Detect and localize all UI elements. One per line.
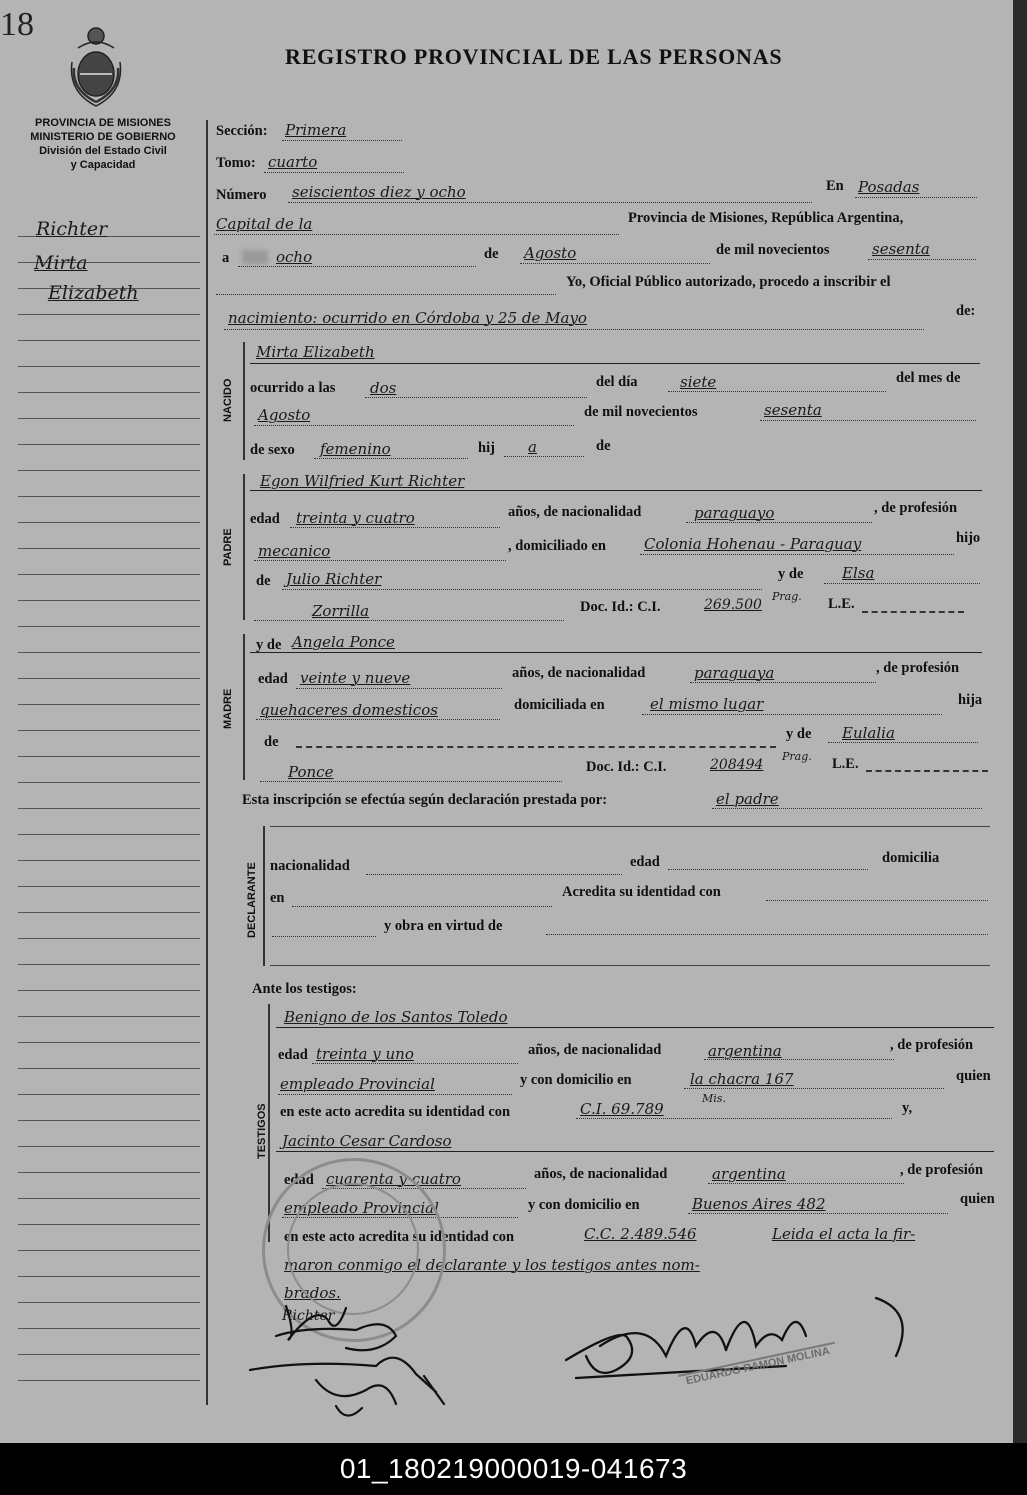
label-esta-inscripcion: Esta inscripción se efectúa según declaración prestada por: bbox=[242, 792, 608, 808]
label-ocurrido: ocurrido a las bbox=[250, 380, 336, 396]
label-a: a bbox=[222, 250, 230, 266]
label-madre-doc: Doc. Id.: C.I. bbox=[586, 759, 667, 775]
value-dia-inscripcion: ocho bbox=[276, 248, 313, 266]
label-madre-y-de: y de bbox=[256, 637, 282, 653]
value-madre-domicilio: el mismo lugar bbox=[650, 695, 764, 713]
label-testigo1-anos-nac: años, de nacionalidad bbox=[528, 1042, 662, 1058]
margin-ruled-line bbox=[18, 1250, 200, 1251]
value-testigo2-ci: C.C. 2.489.546 bbox=[584, 1225, 697, 1243]
margin-ruled-line bbox=[18, 1328, 200, 1329]
value-abuela-paterna-apellido: Zorrilla bbox=[312, 602, 370, 620]
label-tomo: Tomo: bbox=[216, 155, 256, 171]
margin-ruled-line bbox=[18, 860, 200, 861]
nacido-bracket bbox=[243, 342, 245, 460]
label-de-mes: de bbox=[484, 246, 499, 262]
margin-ruled-line bbox=[18, 756, 200, 757]
margin-ruled-line bbox=[18, 1276, 200, 1277]
margin-ruled-line bbox=[18, 730, 200, 731]
margin-ruled-line bbox=[18, 496, 200, 497]
label-testigo1-edad: edad bbox=[278, 1047, 308, 1063]
label-de-padres: de bbox=[596, 438, 611, 454]
label-numero: Número bbox=[216, 187, 267, 203]
margin-ruled-line bbox=[18, 652, 200, 653]
value-padre-domicilio: Colonia Hohenau - Paraguay bbox=[644, 535, 862, 553]
margin-ruled-line bbox=[18, 1068, 200, 1069]
margin-name-second: Elizabeth bbox=[48, 282, 139, 304]
margin-ruled-line bbox=[18, 574, 200, 575]
value-testigo2-nombre: Jacinto Cesar Cardoso bbox=[282, 1132, 452, 1150]
label-en: En bbox=[826, 178, 844, 194]
margin-ruled-line bbox=[18, 1146, 200, 1147]
margin-ruled-line bbox=[18, 1198, 200, 1199]
value-anio-nac: sesenta bbox=[764, 401, 822, 419]
margin-ruled-line bbox=[18, 964, 200, 965]
value-nacimiento: nacimiento: ocurrido en Córdoba y 25 de Mayo bbox=[228, 309, 587, 327]
label-de-mil-2: de mil novecientos bbox=[584, 404, 698, 420]
label-testigo2-domicilio: y con domicilio en bbox=[528, 1197, 640, 1213]
label-hija: hija bbox=[958, 692, 983, 708]
value-cierre-1: Leida el acta la fir- bbox=[772, 1225, 916, 1243]
label-nacionalidad: nacionalidad bbox=[270, 858, 350, 874]
section-testigos: TESTIGOS bbox=[256, 1103, 268, 1159]
margin-ruled-line bbox=[18, 418, 200, 419]
value-abuelo-paterno: Julio Richter bbox=[286, 570, 382, 588]
label-hijo: hijo bbox=[956, 530, 981, 546]
label-testigo1-profesion: , de profesión bbox=[890, 1037, 974, 1053]
label-testigo2-anos-nac: años, de nacionalidad bbox=[534, 1166, 668, 1182]
value-capital: Capital de la bbox=[216, 215, 313, 233]
label-testigo1-acredita: en este acto acredita su identidad con bbox=[280, 1104, 511, 1120]
margin-ruled-line bbox=[18, 1016, 200, 1017]
label-ante-testigos: Ante los testigos: bbox=[252, 981, 357, 997]
margin-name-first: Mirta bbox=[34, 252, 88, 274]
label-testigo2-edad: edad bbox=[284, 1172, 314, 1188]
margin-ruled-line bbox=[18, 626, 200, 627]
value-madre-nac: paraguaya bbox=[694, 664, 775, 682]
value-sexo: femenino bbox=[320, 440, 391, 458]
value-padre-profesion: mecanico bbox=[258, 542, 331, 560]
section-madre: MADRE bbox=[222, 688, 234, 730]
value-madre-nombre: Angela Ponce bbox=[292, 633, 395, 651]
page-title: REGISTRO PROVINCIAL DE LAS PERSONAS bbox=[285, 44, 783, 69]
padre-bracket bbox=[243, 474, 245, 620]
value-abuela-materna-apellido: Ponce bbox=[288, 763, 334, 781]
value-padre-edad: treinta y cuatro bbox=[296, 509, 415, 527]
label-testigo2-profesion: , de profesión bbox=[900, 1162, 984, 1178]
value-testigo2-profesion: empleado Provincial bbox=[284, 1199, 439, 1217]
label-padre-doc: Doc. Id.: C.I. bbox=[580, 599, 661, 615]
official-stamp: EDUARDO RAMON MOLINA bbox=[678, 1342, 842, 1410]
label-de-mil: de mil novecientos bbox=[716, 242, 830, 258]
margin-ruled-line bbox=[18, 808, 200, 809]
margin-ruled-line bbox=[18, 340, 200, 341]
margin-ruled-line bbox=[18, 314, 200, 315]
margin-ruled-line bbox=[18, 366, 200, 367]
label-padre-le: L.E. bbox=[828, 596, 855, 612]
value-hora: dos bbox=[370, 379, 397, 397]
margin-ruled-line bbox=[18, 912, 200, 913]
label-testigo2-acredita: en este acto acredita su identidad con bbox=[284, 1229, 515, 1245]
label-madre-profesion: , de profesión bbox=[876, 660, 960, 676]
margin-ruled-line bbox=[18, 522, 200, 523]
value-padre-ci-note: Prag. bbox=[772, 590, 802, 603]
value-madre-ci-note: Prag. bbox=[782, 750, 812, 763]
signature-name: Richter bbox=[282, 1308, 335, 1324]
value-mes-nac: Agosto bbox=[258, 406, 311, 424]
margin-ruled-line bbox=[18, 444, 200, 445]
value-testigo1-edad: treinta y uno bbox=[316, 1045, 414, 1063]
value-madre-ci: 208494 bbox=[710, 757, 764, 773]
value-testigo1-ci: C.I. 69.789 bbox=[580, 1100, 664, 1118]
margin-ruled-line bbox=[18, 1224, 200, 1225]
issuing-organization bbox=[8, 116, 198, 172]
value-declarante: el padre bbox=[716, 790, 779, 808]
value-testigo2-nac: argentina bbox=[712, 1165, 786, 1183]
margin-ruled-line bbox=[18, 1354, 200, 1355]
margin-ruled-line bbox=[18, 1302, 200, 1303]
label-provincia: Provincia de Misiones, República Argentina, bbox=[628, 210, 904, 226]
margin-ruled-line bbox=[18, 392, 200, 393]
margin-ruled-line bbox=[18, 1094, 200, 1095]
value-madre-edad: veinte y nueve bbox=[300, 669, 411, 687]
value-testigo2-domicilio: Buenos Aires 482 bbox=[692, 1195, 826, 1213]
label-domiciliado: , domiciliado en bbox=[508, 538, 606, 554]
value-hij: a bbox=[528, 438, 537, 456]
value-padre-nac: paraguayo bbox=[694, 504, 775, 522]
label-padre-anos-nac: años, de nacionalidad bbox=[508, 504, 642, 520]
margin-ruled-line bbox=[18, 1042, 200, 1043]
section-padre: PADRE bbox=[222, 528, 234, 566]
margin-ruled-line bbox=[18, 782, 200, 783]
blurred-redaction bbox=[242, 250, 268, 264]
label-madre-de: de bbox=[264, 734, 279, 750]
margin-ruled-line bbox=[18, 704, 200, 705]
margin-ruled-line bbox=[18, 990, 200, 991]
label-testigo1-domicilio: y con domicilio en bbox=[520, 1072, 632, 1088]
label-padre-y-de: y de bbox=[778, 566, 804, 582]
label-acredita: Acredita su identidad con bbox=[562, 884, 721, 900]
value-seccion: Primera bbox=[285, 121, 347, 139]
value-padre-ci: 269.500 bbox=[704, 597, 762, 613]
value-en-lugar: Posadas bbox=[858, 178, 920, 196]
label-madre-y-de-2: y de bbox=[786, 726, 812, 742]
margin-ruled-line bbox=[18, 470, 200, 471]
value-mes-inscripcion: Agosto bbox=[524, 244, 577, 262]
margin-ruled-line bbox=[18, 1120, 200, 1121]
org-province: PROVINCIA DE MISIONES bbox=[35, 117, 171, 129]
margin-ruled-line bbox=[18, 1380, 200, 1381]
margin-ruled-line bbox=[18, 600, 200, 601]
value-testigo1-profesion: empleado Provincial bbox=[280, 1075, 435, 1093]
org-capacity: y Capacidad bbox=[70, 159, 136, 171]
value-testigo1-domicilio: la chacra 167 bbox=[690, 1070, 794, 1088]
value-testigo1-ci-note: Mis. bbox=[702, 1092, 726, 1105]
label-hij: hij bbox=[478, 440, 495, 456]
label-madre-anos-nac: años, de nacionalidad bbox=[512, 665, 646, 681]
label-y-obra: y obra en virtud de bbox=[384, 918, 503, 934]
label-domicilia: domicilia bbox=[882, 850, 940, 866]
page-edge bbox=[1013, 0, 1027, 1443]
label-madre-edad: edad bbox=[258, 671, 288, 687]
label-testigo2-quien: quien bbox=[960, 1191, 995, 1207]
value-testigo1-nombre: Benigno de los Santos Toledo bbox=[284, 1008, 508, 1026]
label-yo-oficial: Yo, Oficial Público autorizado, procedo a inscribir el bbox=[566, 274, 891, 290]
label-madre-le: L.E. bbox=[832, 756, 859, 772]
margin-ruled-line bbox=[18, 548, 200, 549]
value-anio-inscripcion: sesenta bbox=[872, 240, 930, 258]
value-tomo: cuarto bbox=[268, 153, 318, 171]
margin-ruled-line bbox=[18, 678, 200, 679]
signature-declarante-witnesses bbox=[246, 1296, 446, 1426]
label-padre-de: de bbox=[256, 573, 271, 589]
margin-ruled-line bbox=[18, 938, 200, 939]
form-frame-line bbox=[206, 120, 208, 1405]
label-seccion: Sección: bbox=[216, 123, 268, 139]
value-abuela-paterna: Elsa bbox=[842, 564, 875, 582]
label-domiciliada: domiciliada en bbox=[514, 697, 605, 713]
label-del-dia: del día bbox=[596, 374, 638, 390]
page-number: 18 bbox=[0, 6, 34, 43]
value-numero: seiscientos diez y ocho bbox=[292, 183, 466, 201]
label-testigo1-y: y, bbox=[902, 1100, 913, 1116]
section-nacido: NACIDO bbox=[222, 378, 234, 422]
label-padre-profesion: , de profesión bbox=[874, 500, 958, 516]
value-cierre-2: maron conmigo el declarante y los testigos antes nom- bbox=[284, 1256, 700, 1274]
value-abuela-materna: Eulalia bbox=[842, 724, 895, 742]
value-testigo2-edad: cuarenta y cuatro bbox=[326, 1170, 461, 1188]
value-dia-nac: siete bbox=[680, 373, 717, 391]
madre-bracket bbox=[243, 634, 245, 780]
margin-ruled-line bbox=[18, 1172, 200, 1173]
value-madre-profesion: quehaceres domesticos bbox=[260, 701, 438, 719]
label-declarante-edad: edad bbox=[630, 854, 660, 870]
org-ministry: MINISTERIO DE GOBIERNO bbox=[30, 131, 176, 143]
value-nombre-nacido: Mirta Elizabeth bbox=[256, 343, 375, 361]
value-padre-nombre: Egon Wilfried Kurt Richter bbox=[260, 472, 465, 490]
label-de-colon: de: bbox=[956, 303, 976, 319]
coat-of-arms-emblem bbox=[66, 22, 126, 112]
section-declarante: DECLARANTE bbox=[246, 862, 258, 938]
org-division: División del Estado Civil bbox=[39, 145, 167, 157]
document-code: 01_180219000019-041673 bbox=[339, 1453, 688, 1484]
value-cierre-3: brados. bbox=[284, 1284, 341, 1302]
margin-name-surname: Richter bbox=[36, 218, 108, 240]
label-padre-edad: edad bbox=[250, 511, 280, 527]
label-testigo1-quien: quien bbox=[956, 1068, 991, 1084]
value-testigo1-nac: argentina bbox=[708, 1042, 782, 1060]
label-declarante-en: en bbox=[270, 890, 285, 906]
label-sexo: de sexo bbox=[250, 442, 295, 458]
margin-ruled-line bbox=[18, 834, 200, 835]
margin-ruled-line bbox=[18, 886, 200, 887]
label-del-mes: del mes de bbox=[896, 370, 961, 386]
